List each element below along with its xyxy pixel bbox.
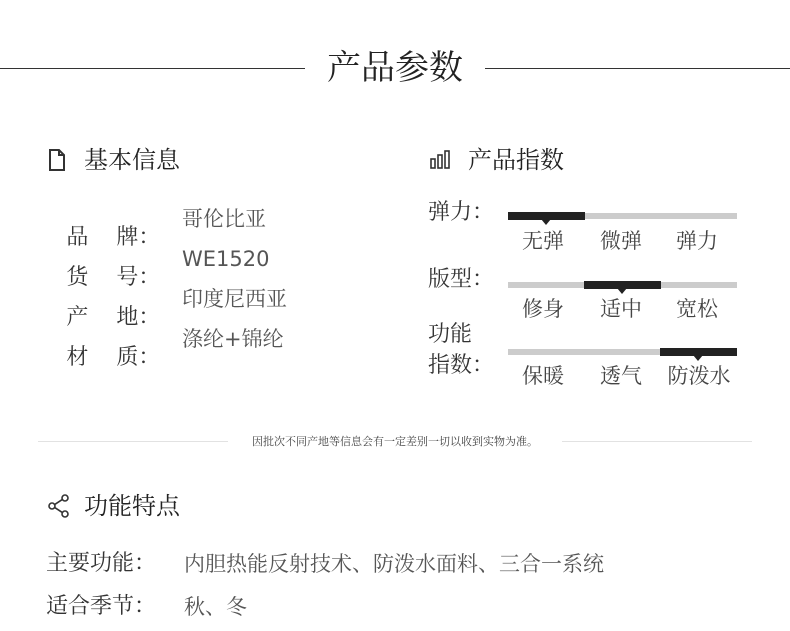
info-label: 品 牌： [66,225,161,250]
document-icon [48,148,66,172]
info-value: 哥伦比亚 [182,207,266,231]
disclaimer-text: 因批次不同产地等信息会有一定差别一切以收到实物为准。 [252,435,538,448]
fit-selected-segment [584,281,661,289]
elasticity-option: 无弹 [522,229,564,253]
header-rule-right [485,68,790,69]
bar-chart-icon [430,150,452,170]
info-value: 印度尼西亚 [182,287,287,311]
fit-option: 适中 [600,297,642,321]
function-scale [508,349,737,355]
elasticity-scale [508,213,737,219]
info-value: 涤纶+锦纶 [182,327,284,351]
fit-option: 修身 [522,297,564,321]
product-index-title: 产品指数 [468,146,564,174]
elasticity-option: 弹力 [676,229,718,253]
function-label-line2: 指数： [428,353,495,378]
function-option: 保暖 [522,364,564,388]
function-label-line1: 功能 [428,322,473,347]
function-selected-segment [660,348,737,356]
fit-label: 版型： [428,267,495,292]
info-row-material [46,324,284,411]
page-title: 产品参数 [327,48,463,88]
fit-scale [508,282,737,288]
basic-info-title: 基本信息 [84,146,180,174]
main-function-value: 内胆热能反射技术、防泼水面料、三合一系统 [184,552,604,576]
features-title: 功能特点 [84,492,180,520]
function-option: 防泼水 [667,364,731,388]
disclaimer-rule-left [38,441,228,442]
elasticity-label: 弹力： [428,200,495,225]
fit-option: 宽松 [676,297,718,321]
info-value: WE1520 [182,247,270,271]
elasticity-marker [541,219,551,225]
share-icon [48,494,70,518]
info-label: 货 号： [66,265,161,290]
info-label: 产 地： [66,305,161,330]
elasticity-option: 微弹 [600,229,642,253]
season-value: 秋、冬 [184,595,247,619]
main-function-label: 主要功能： [46,551,157,576]
info-label: 材 质： [66,345,161,370]
function-option: 透气 [600,364,642,388]
disclaimer-rule-right [562,441,752,442]
season-label: 适合季节： [46,594,157,619]
elasticity-selected-segment [508,212,585,220]
